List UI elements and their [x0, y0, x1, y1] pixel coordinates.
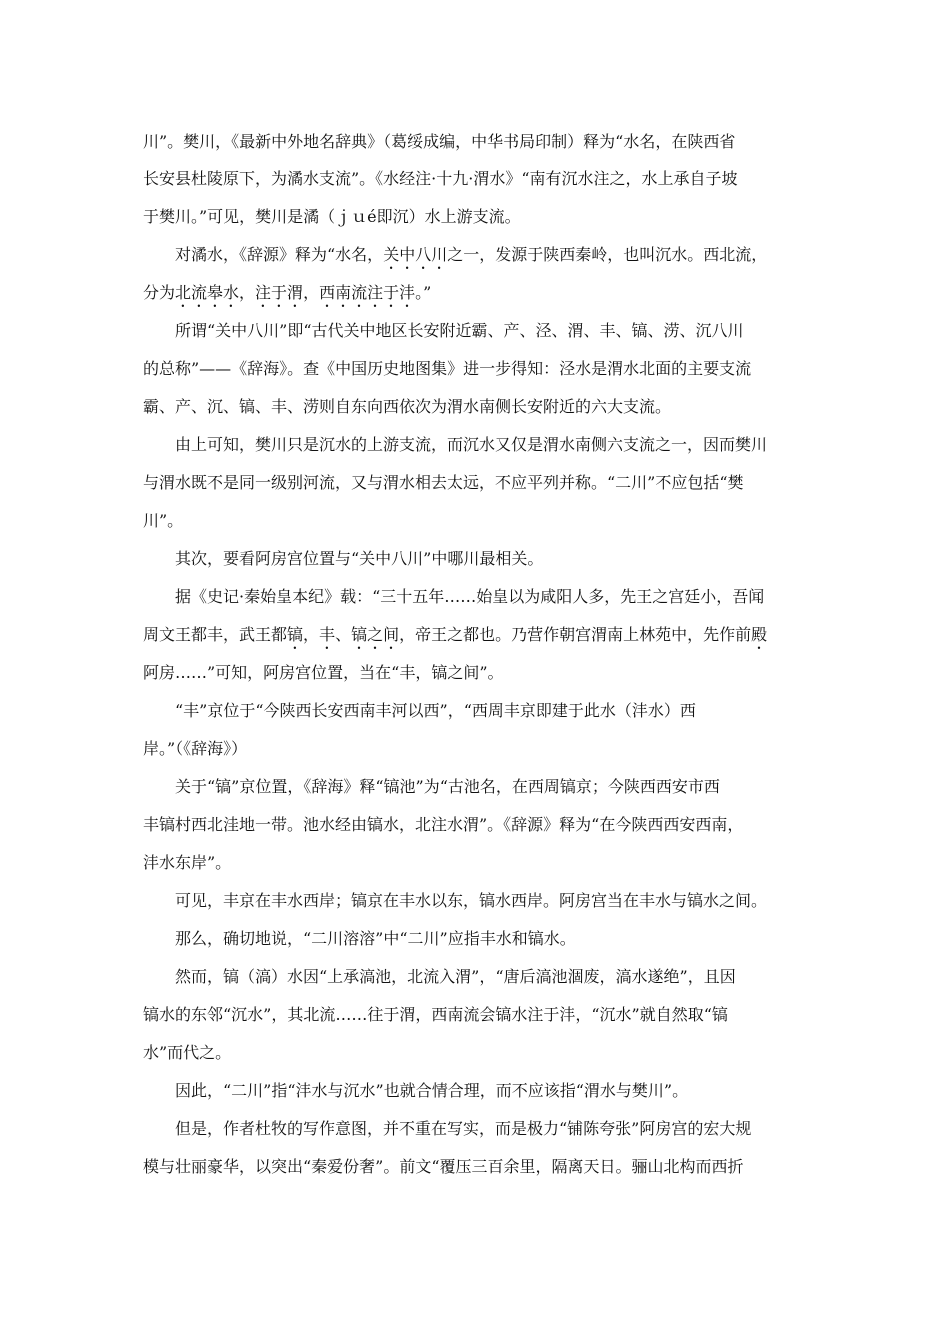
emphasized-text: 镐之间: [351, 625, 400, 644]
paragraph-line: 其次，要看阿房宫位置与“关中八川”中哪川最相关。: [175, 549, 544, 568]
text-line: 长安县杜陵原下，为潏水支流”。《水经注·十九·渭水》“南有沉水注之，水上承自子坡: [143, 169, 738, 188]
emphasized-text: 注于渭: [255, 283, 304, 302]
paragraph-line: 因此，“二川”指“沣水与沉水”也就合情合理，而不应该指“渭水与樊川”。: [175, 1081, 689, 1100]
text-line: 分为北流皋水，注于渭，西南流注于沣。”: [143, 283, 432, 302]
text-line: 水”而代之。: [143, 1043, 232, 1062]
text-line: 与渭水既不是同一级别河流，又与渭水相去太远，不应平列并称。“二川”不应包括“樊: [143, 473, 744, 492]
emphasized-text: 西南流注于沣: [319, 283, 416, 302]
text-line: 镐水的东邻“沉水”，其北流……往于渭，西南流会镐水注于沣，“沉水”就自然取“镐: [143, 1005, 728, 1024]
paragraph-line: “丰”京位于“今陕西长安西南丰河以西”，“西周丰京即建于此水（沣水）西: [175, 701, 696, 720]
text-line: 沣水东岸”。: [143, 853, 232, 872]
emphasized-text: 镐: [287, 625, 304, 644]
paragraph-line: 可见，丰京在丰水西岸；镐京在丰水以东，镐水西岸。阿房宫当在丰水与镐水之间。: [175, 891, 768, 910]
text-line: 的总称”——《辞海》。查《中国历史地图集》进一步得知：泾水是渭水北面的主要支流: [143, 359, 752, 378]
text-line: 于樊川。”可见，樊川是潏（ｊｕé即沉）水上游支流。: [143, 207, 521, 226]
paragraph-line: 那么，确切地说，“二川溶溶”中“二川”应指丰水和镐水。: [175, 929, 576, 948]
text-line: 周文王都丰，武王都镐，丰、镐之间，帝王之都也。乃营作朝宫渭南上林苑中，先作前殿: [143, 625, 768, 644]
text-line: 川”。樊川，《最新中外地名辞典》（葛绥成编，中华书局印制）释为“水名，在陕西省: [143, 132, 736, 151]
emphasized-text: 丰: [319, 625, 336, 644]
text-line: 丰镐村西北洼地一带。池水经由镐水，北注水渭”。《辞源》释为“在今陕西西安西南，: [143, 815, 744, 834]
text-line: 阿房……”可知，阿房宫位置，当在“丰，镐之间”。: [143, 663, 504, 682]
emphasized-text: 殿: [751, 625, 768, 644]
paragraph-line: 但是，作者杜牧的写作意图，并不重在写实，而是极力“铺陈夸张”阿房宫的宏大规: [175, 1119, 752, 1138]
paragraph-line: 所谓“关中八川”即“古代关中地区长安附近霸、产、泾、渭、丰、镐、涝、沉八川: [175, 321, 744, 340]
text-line: 模与壮丽豪华，以突出“秦爱份奢”。前文“覆压三百余里，隔离天日。骊山北构而西折: [143, 1157, 744, 1176]
text-line: 岸。”（《辞海》）: [143, 739, 248, 758]
emphasized-text: 北流皋水: [175, 283, 240, 302]
paragraph-line: 对潏水，《辞源》释为“水名，关中八川之一，发源于陕西秦岭，也叫沉水。西北流，: [175, 245, 768, 264]
text-line: 川”。: [143, 511, 184, 530]
paragraph-line: 由上可知，樊川只是沉水的上游支流，而沉水又仅是渭水南侧六支流之一，因而樊川: [175, 435, 768, 454]
paragraph-line: 然而，镐（滈）水因“上承滈池，北流入渭”，“唐后滈池涸废，滈水遂绝”，且因: [175, 967, 736, 986]
paragraph-line: 关于“镐”京位置，《辞海》释“镐池”为“古池名，在西周镐京；今陕西西安市西: [175, 777, 720, 796]
paragraph-line: 据《史记·秦始皇本纪》载：“三十五年……始皇以为咸阳人多，先王之宫廷小，吾闻: [175, 587, 765, 606]
emphasized-text: 关中八川: [383, 245, 448, 264]
text-line: 霸、产、沉、镐、丰、涝则自东向西依次为渭水南侧长安附近的六大支流。: [143, 397, 672, 416]
